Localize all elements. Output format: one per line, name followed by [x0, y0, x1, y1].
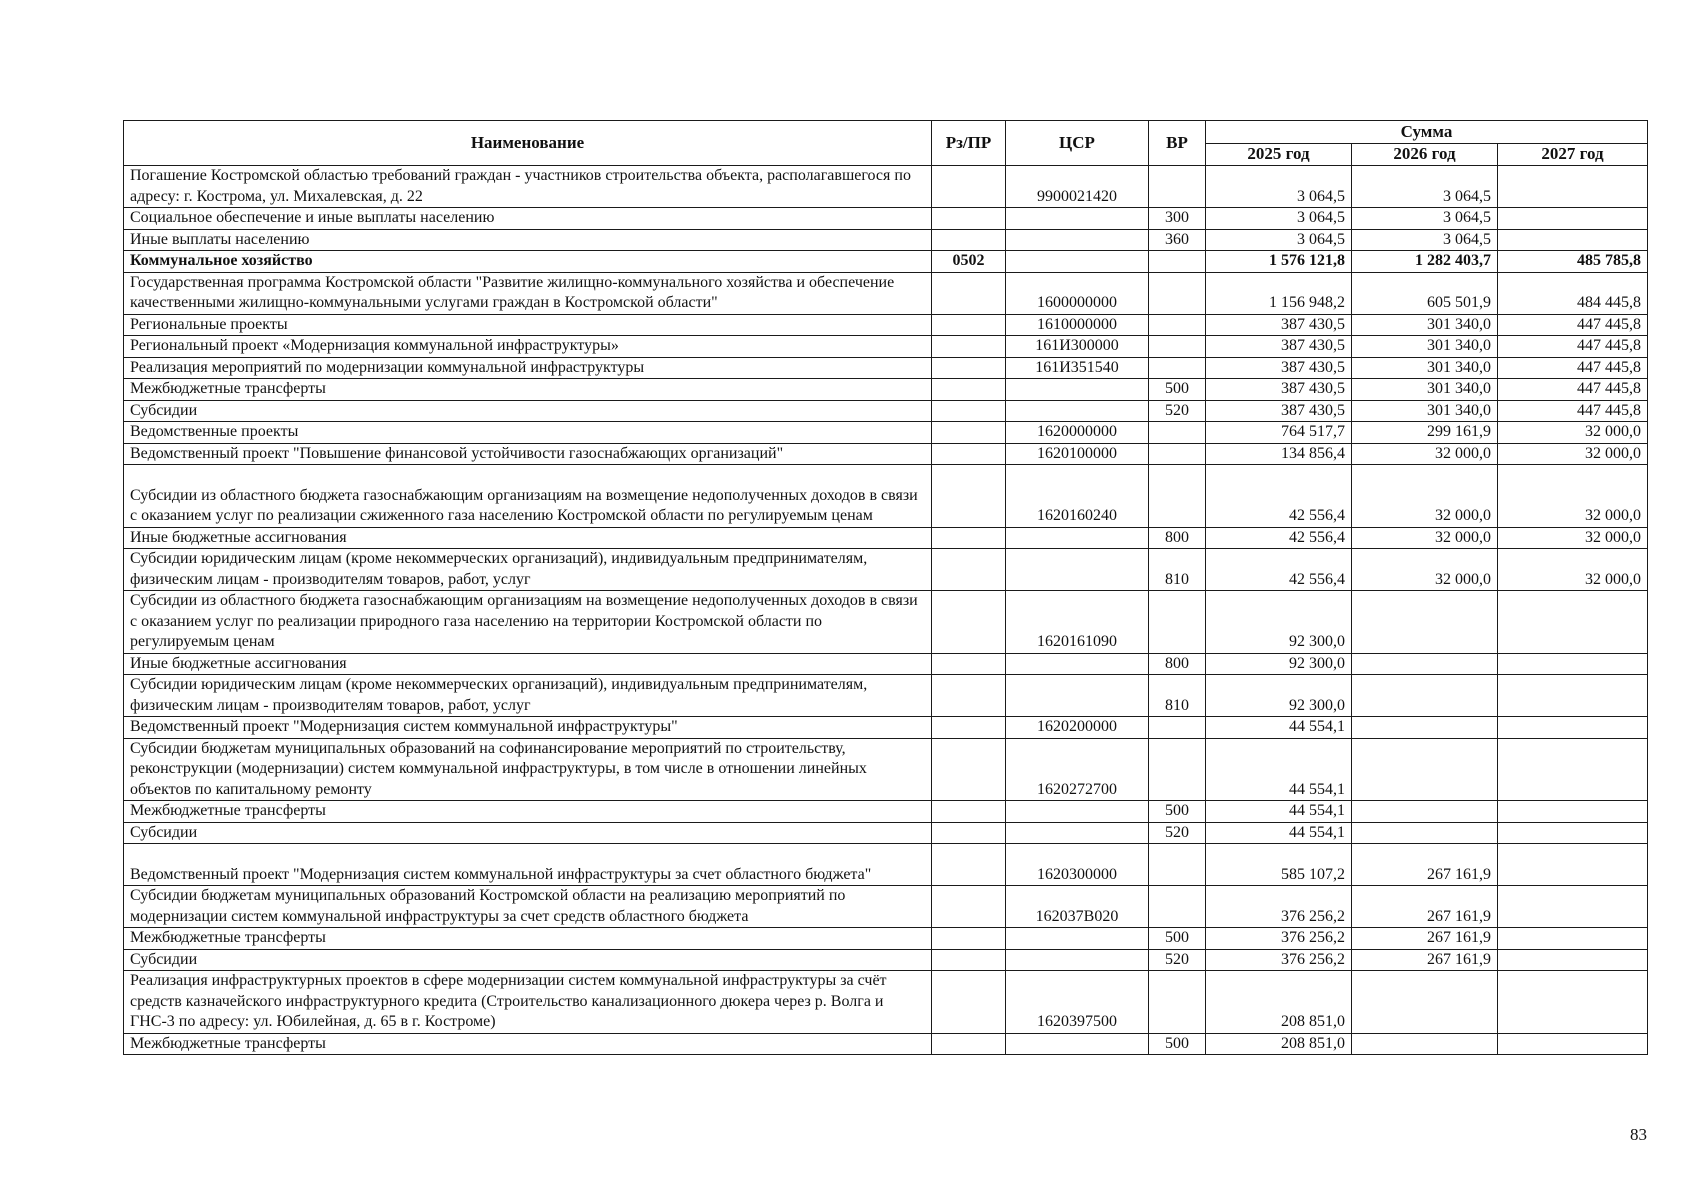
cell-2027 [1498, 886, 1648, 928]
table-row [124, 738, 1648, 801]
cell-vr [1149, 591, 1206, 654]
cell-2027 [1498, 208, 1648, 230]
cell-name: Субсидии [124, 400, 932, 422]
table-header [124, 121, 1648, 166]
cell-csr [1006, 928, 1149, 950]
cell-name: Субсидии бюджетам муниципальных образований Костромской области на реализацию мероприятий по модернизации систем коммунальной инфраструктуры за счет средств областного бюджета [124, 886, 932, 928]
cell-2025: 376 256,2 [1206, 928, 1352, 950]
cell-2027 [1498, 844, 1648, 886]
cell-2027: 32 000,0 [1498, 422, 1648, 444]
cell-2027 [1498, 928, 1648, 950]
table-row [124, 272, 1648, 314]
table-row [124, 166, 1648, 208]
cell-2026: 605 501,9 [1352, 272, 1498, 314]
cell-2026: 3 064,5 [1352, 229, 1498, 251]
cell-name: Реализация мероприятий по модернизации коммунальной инфраструктуры [124, 357, 932, 379]
cell-2027 [1498, 166, 1648, 208]
cell-2026 [1352, 1033, 1498, 1055]
cell-2027 [1498, 738, 1648, 801]
table-row [124, 229, 1648, 251]
cell-2026: 301 340,0 [1352, 400, 1498, 422]
cell-2026: 301 340,0 [1352, 379, 1498, 401]
cell-rzpr [932, 379, 1006, 401]
cell-2027: 447 445,8 [1498, 379, 1648, 401]
cell-name: Региональный проект «Модернизация коммунальной инфраструктуры» [124, 336, 932, 358]
cell-name: Социальное обеспечение и иные выплаты населению [124, 208, 932, 230]
cell-2025: 42 556,4 [1206, 549, 1352, 591]
cell-csr: 1620161090 [1006, 591, 1149, 654]
table-row [124, 717, 1648, 739]
header-year-2027: 2027 год [1498, 144, 1648, 166]
header-csr: ЦСР [1006, 121, 1149, 166]
cell-2027: 484 445,8 [1498, 272, 1648, 314]
cell-2026: 301 340,0 [1352, 314, 1498, 336]
cell-csr [1006, 1033, 1149, 1055]
cell-vr: 520 [1149, 949, 1206, 971]
cell-2026 [1352, 653, 1498, 675]
cell-rzpr [932, 717, 1006, 739]
table-row [124, 465, 1648, 528]
cell-2025: 208 851,0 [1206, 1033, 1352, 1055]
cell-2027: 485 785,8 [1498, 251, 1648, 273]
cell-2025: 42 556,4 [1206, 527, 1352, 549]
cell-csr: 1610000000 [1006, 314, 1149, 336]
cell-2026: 267 161,9 [1352, 844, 1498, 886]
table-row [124, 591, 1648, 654]
cell-2026: 267 161,9 [1352, 928, 1498, 950]
table-row [124, 844, 1648, 886]
cell-2026 [1352, 675, 1498, 717]
table-row [124, 549, 1648, 591]
cell-csr [1006, 822, 1149, 844]
cell-2027 [1498, 971, 1648, 1034]
cell-vr: 800 [1149, 653, 1206, 675]
cell-2027 [1498, 949, 1648, 971]
cell-rzpr [932, 229, 1006, 251]
cell-csr: 1620397500 [1006, 971, 1149, 1034]
cell-rzpr [932, 886, 1006, 928]
cell-vr [1149, 357, 1206, 379]
cell-rzpr [932, 928, 1006, 950]
cell-rzpr [932, 166, 1006, 208]
cell-vr [1149, 272, 1206, 314]
table-body [124, 166, 1648, 1055]
cell-csr [1006, 949, 1149, 971]
cell-vr: 520 [1149, 400, 1206, 422]
cell-2026: 301 340,0 [1352, 357, 1498, 379]
cell-rzpr [932, 272, 1006, 314]
cell-name: Иные выплаты населению [124, 229, 932, 251]
cell-2027: 447 445,8 [1498, 400, 1648, 422]
cell-vr: 800 [1149, 527, 1206, 549]
cell-vr [1149, 886, 1206, 928]
cell-csr [1006, 251, 1149, 273]
table-row [124, 801, 1648, 823]
cell-rzpr [932, 357, 1006, 379]
cell-csr: 1620160240 [1006, 465, 1149, 528]
cell-vr [1149, 251, 1206, 273]
cell-name: Коммунальное хозяйство [124, 251, 932, 273]
cell-2026 [1352, 717, 1498, 739]
cell-name: Межбюджетные трансферты [124, 1033, 932, 1055]
cell-name: Межбюджетные трансферты [124, 801, 932, 823]
cell-csr: 9900021420 [1006, 166, 1149, 208]
cell-name: Государственная программа Костромской области "Развитие жилищно-коммунального хозяйства и обеспечение качественными жилищно-коммунальными услугами граждан в Костромской области" [124, 272, 932, 314]
table-row [124, 443, 1648, 465]
cell-2026: 32 000,0 [1352, 443, 1498, 465]
cell-2025: 44 554,1 [1206, 717, 1352, 739]
header-year-2025: 2025 год [1206, 144, 1352, 166]
cell-vr: 500 [1149, 928, 1206, 950]
cell-name: Субсидии из областного бюджета газоснабжающим организациям на возмещение недополученных доходов в связи с оказанием услуг по реализации сжиженного газа населению Костромской области по регулируемым ценам [124, 465, 932, 528]
cell-2025: 134 856,4 [1206, 443, 1352, 465]
table-row [124, 886, 1648, 928]
cell-2027: 32 000,0 [1498, 443, 1648, 465]
cell-rzpr [932, 400, 1006, 422]
cell-vr [1149, 443, 1206, 465]
cell-2026 [1352, 738, 1498, 801]
cell-vr: 500 [1149, 379, 1206, 401]
header-sum: Сумма [1206, 121, 1648, 144]
cell-csr [1006, 400, 1149, 422]
cell-2026 [1352, 971, 1498, 1034]
table-row [124, 400, 1648, 422]
cell-csr [1006, 208, 1149, 230]
cell-csr [1006, 653, 1149, 675]
header-vr: ВР [1149, 121, 1206, 166]
cell-rzpr [932, 527, 1006, 549]
cell-name: Субсидии бюджетам муниципальных образований на софинансирование мероприятий по строительству, реконструкции (модернизации) систем коммунальной инфраструктуры, в том числе в отношении линейных объектов по капитальному ремонту [124, 738, 932, 801]
table-row [124, 653, 1648, 675]
table-row [124, 527, 1648, 549]
cell-2027: 447 445,8 [1498, 314, 1648, 336]
cell-rzpr [932, 653, 1006, 675]
cell-rzpr [932, 549, 1006, 591]
table-row [124, 928, 1648, 950]
cell-vr [1149, 336, 1206, 358]
cell-2025: 387 430,5 [1206, 357, 1352, 379]
cell-vr: 500 [1149, 801, 1206, 823]
cell-csr: 161И300000 [1006, 336, 1149, 358]
cell-2027 [1498, 801, 1648, 823]
cell-name: Субсидии [124, 949, 932, 971]
cell-2027: 447 445,8 [1498, 357, 1648, 379]
cell-csr [1006, 549, 1149, 591]
cell-2027 [1498, 822, 1648, 844]
cell-2025: 376 256,2 [1206, 949, 1352, 971]
cell-name: Субсидии юридическим лицам (кроме некоммерческих организаций), индивидуальным предпринимателям, физическим лицам - производителям товаров, работ, услуг [124, 549, 932, 591]
cell-2025: 42 556,4 [1206, 465, 1352, 528]
cell-2027: 32 000,0 [1498, 527, 1648, 549]
cell-name: Реализация инфраструктурных проектов в сфере модернизации систем коммунальной инфраструктуры за счёт средств казначейского инфраструктурного кредита (Строительство канализационного дюкера через р. Волга и ГНС-3 по адресу: ул. Юбилейная, д. 65 в г. Костроме) [124, 971, 932, 1034]
cell-csr [1006, 801, 1149, 823]
cell-2026: 3 064,5 [1352, 208, 1498, 230]
cell-vr [1149, 314, 1206, 336]
cell-csr [1006, 675, 1149, 717]
cell-rzpr [932, 591, 1006, 654]
cell-name: Ведомственный проект "Модернизация систем коммунальной инфраструктуры" [124, 717, 932, 739]
cell-name: Погашение Костромской областью требований граждан - участников строительства объекта, располагавшегося по адресу: г. Кострома, ул. Михалевская, д. 22 [124, 166, 932, 208]
cell-name: Межбюджетные трансферты [124, 928, 932, 950]
table-row [124, 357, 1648, 379]
table-row [124, 949, 1648, 971]
cell-rzpr [932, 443, 1006, 465]
cell-2025: 3 064,5 [1206, 166, 1352, 208]
cell-2026: 299 161,9 [1352, 422, 1498, 444]
table-row [124, 1033, 1648, 1055]
cell-2025: 387 430,5 [1206, 314, 1352, 336]
budget-table [123, 120, 1648, 1055]
cell-2025: 44 554,1 [1206, 801, 1352, 823]
cell-csr: 1600000000 [1006, 272, 1149, 314]
cell-csr: 1620200000 [1006, 717, 1149, 739]
cell-2026: 301 340,0 [1352, 336, 1498, 358]
cell-rzpr [932, 801, 1006, 823]
table-row [124, 208, 1648, 230]
cell-rzpr [932, 738, 1006, 801]
cell-vr [1149, 166, 1206, 208]
cell-rzpr [932, 314, 1006, 336]
cell-2025: 44 554,1 [1206, 822, 1352, 844]
cell-rzpr [932, 336, 1006, 358]
cell-vr [1149, 717, 1206, 739]
cell-rzpr [932, 971, 1006, 1034]
cell-vr: 520 [1149, 822, 1206, 844]
table-row [124, 422, 1648, 444]
cell-name: Субсидии [124, 822, 932, 844]
cell-2026 [1352, 591, 1498, 654]
cell-2025: 376 256,2 [1206, 886, 1352, 928]
cell-name: Межбюджетные трансферты [124, 379, 932, 401]
table-row [124, 336, 1648, 358]
cell-2025: 92 300,0 [1206, 675, 1352, 717]
cell-2027 [1498, 1033, 1648, 1055]
cell-rzpr [932, 844, 1006, 886]
cell-2026: 267 161,9 [1352, 949, 1498, 971]
cell-csr [1006, 527, 1149, 549]
cell-csr [1006, 379, 1149, 401]
cell-vr: 810 [1149, 549, 1206, 591]
cell-name: Субсидии из областного бюджета газоснабжающим организациям на возмещение недополученных доходов в связи с оказанием услуг по реализации природного газа населению на территории Костромской области по регулируемым ценам [124, 591, 932, 654]
cell-2026: 32 000,0 [1352, 527, 1498, 549]
cell-2027: 32 000,0 [1498, 549, 1648, 591]
cell-rzpr [932, 1033, 1006, 1055]
cell-2025: 585 107,2 [1206, 844, 1352, 886]
cell-2025: 764 517,7 [1206, 422, 1352, 444]
cell-rzpr [932, 949, 1006, 971]
cell-vr [1149, 844, 1206, 886]
cell-name: Иные бюджетные ассигнования [124, 653, 932, 675]
cell-2025: 387 430,5 [1206, 400, 1352, 422]
cell-2026: 32 000,0 [1352, 465, 1498, 528]
cell-rzpr [932, 675, 1006, 717]
cell-rzpr: 0502 [932, 251, 1006, 273]
cell-2027: 447 445,8 [1498, 336, 1648, 358]
cell-2027 [1498, 229, 1648, 251]
cell-name: Региональные проекты [124, 314, 932, 336]
cell-2025: 1 576 121,8 [1206, 251, 1352, 273]
table-row [124, 379, 1648, 401]
cell-2027 [1498, 591, 1648, 654]
cell-2026: 3 064,5 [1352, 166, 1498, 208]
cell-2026 [1352, 801, 1498, 823]
cell-vr [1149, 971, 1206, 1034]
cell-rzpr [932, 208, 1006, 230]
header-rzpr: Рз/ПР [932, 121, 1006, 166]
cell-name: Иные бюджетные ассигнования [124, 527, 932, 549]
cell-name: Ведомственные проекты [124, 422, 932, 444]
cell-2026: 1 282 403,7 [1352, 251, 1498, 273]
cell-2025: 92 300,0 [1206, 591, 1352, 654]
cell-name: Ведомственный проект "Модернизация систем коммунальной инфраструктуры за счет областного бюджета" [124, 844, 932, 886]
cell-name: Ведомственный проект "Повышение финансовой устойчивости газоснабжающих организаций" [124, 443, 932, 465]
page-number: 83 [1630, 1125, 1647, 1144]
table-row [124, 251, 1648, 273]
header-year-2026: 2026 год [1352, 144, 1498, 166]
cell-rzpr [932, 422, 1006, 444]
cell-2025: 387 430,5 [1206, 379, 1352, 401]
cell-csr: 162037В020 [1006, 886, 1149, 928]
cell-csr: 1620300000 [1006, 844, 1149, 886]
cell-vr: 300 [1149, 208, 1206, 230]
cell-vr [1149, 738, 1206, 801]
cell-2025: 1 156 948,2 [1206, 272, 1352, 314]
cell-rzpr [932, 822, 1006, 844]
cell-2027 [1498, 653, 1648, 675]
header-name: Наименование [124, 121, 932, 166]
cell-2027: 32 000,0 [1498, 465, 1648, 528]
cell-2027 [1498, 717, 1648, 739]
cell-2026 [1352, 822, 1498, 844]
cell-vr: 360 [1149, 229, 1206, 251]
cell-vr: 810 [1149, 675, 1206, 717]
table-row [124, 822, 1648, 844]
cell-vr [1149, 422, 1206, 444]
cell-csr [1006, 229, 1149, 251]
cell-csr: 161И351540 [1006, 357, 1149, 379]
cell-2025: 208 851,0 [1206, 971, 1352, 1034]
cell-vr: 500 [1149, 1033, 1206, 1055]
cell-2026: 267 161,9 [1352, 886, 1498, 928]
cell-csr: 1620100000 [1006, 443, 1149, 465]
cell-2025: 44 554,1 [1206, 738, 1352, 801]
cell-csr: 1620000000 [1006, 422, 1149, 444]
cell-2025: 3 064,5 [1206, 208, 1352, 230]
cell-vr [1149, 465, 1206, 528]
cell-2025: 3 064,5 [1206, 229, 1352, 251]
cell-csr: 1620272700 [1006, 738, 1149, 801]
table-row [124, 971, 1648, 1034]
cell-2025: 92 300,0 [1206, 653, 1352, 675]
table-row [124, 675, 1648, 717]
cell-2027 [1498, 675, 1648, 717]
cell-2026: 32 000,0 [1352, 549, 1498, 591]
cell-name: Субсидии юридическим лицам (кроме некоммерческих организаций), индивидуальным предпринимателям, физическим лицам - производителям товаров, работ, услуг [124, 675, 932, 717]
table-row [124, 314, 1648, 336]
cell-2025: 387 430,5 [1206, 336, 1352, 358]
cell-rzpr [932, 465, 1006, 528]
